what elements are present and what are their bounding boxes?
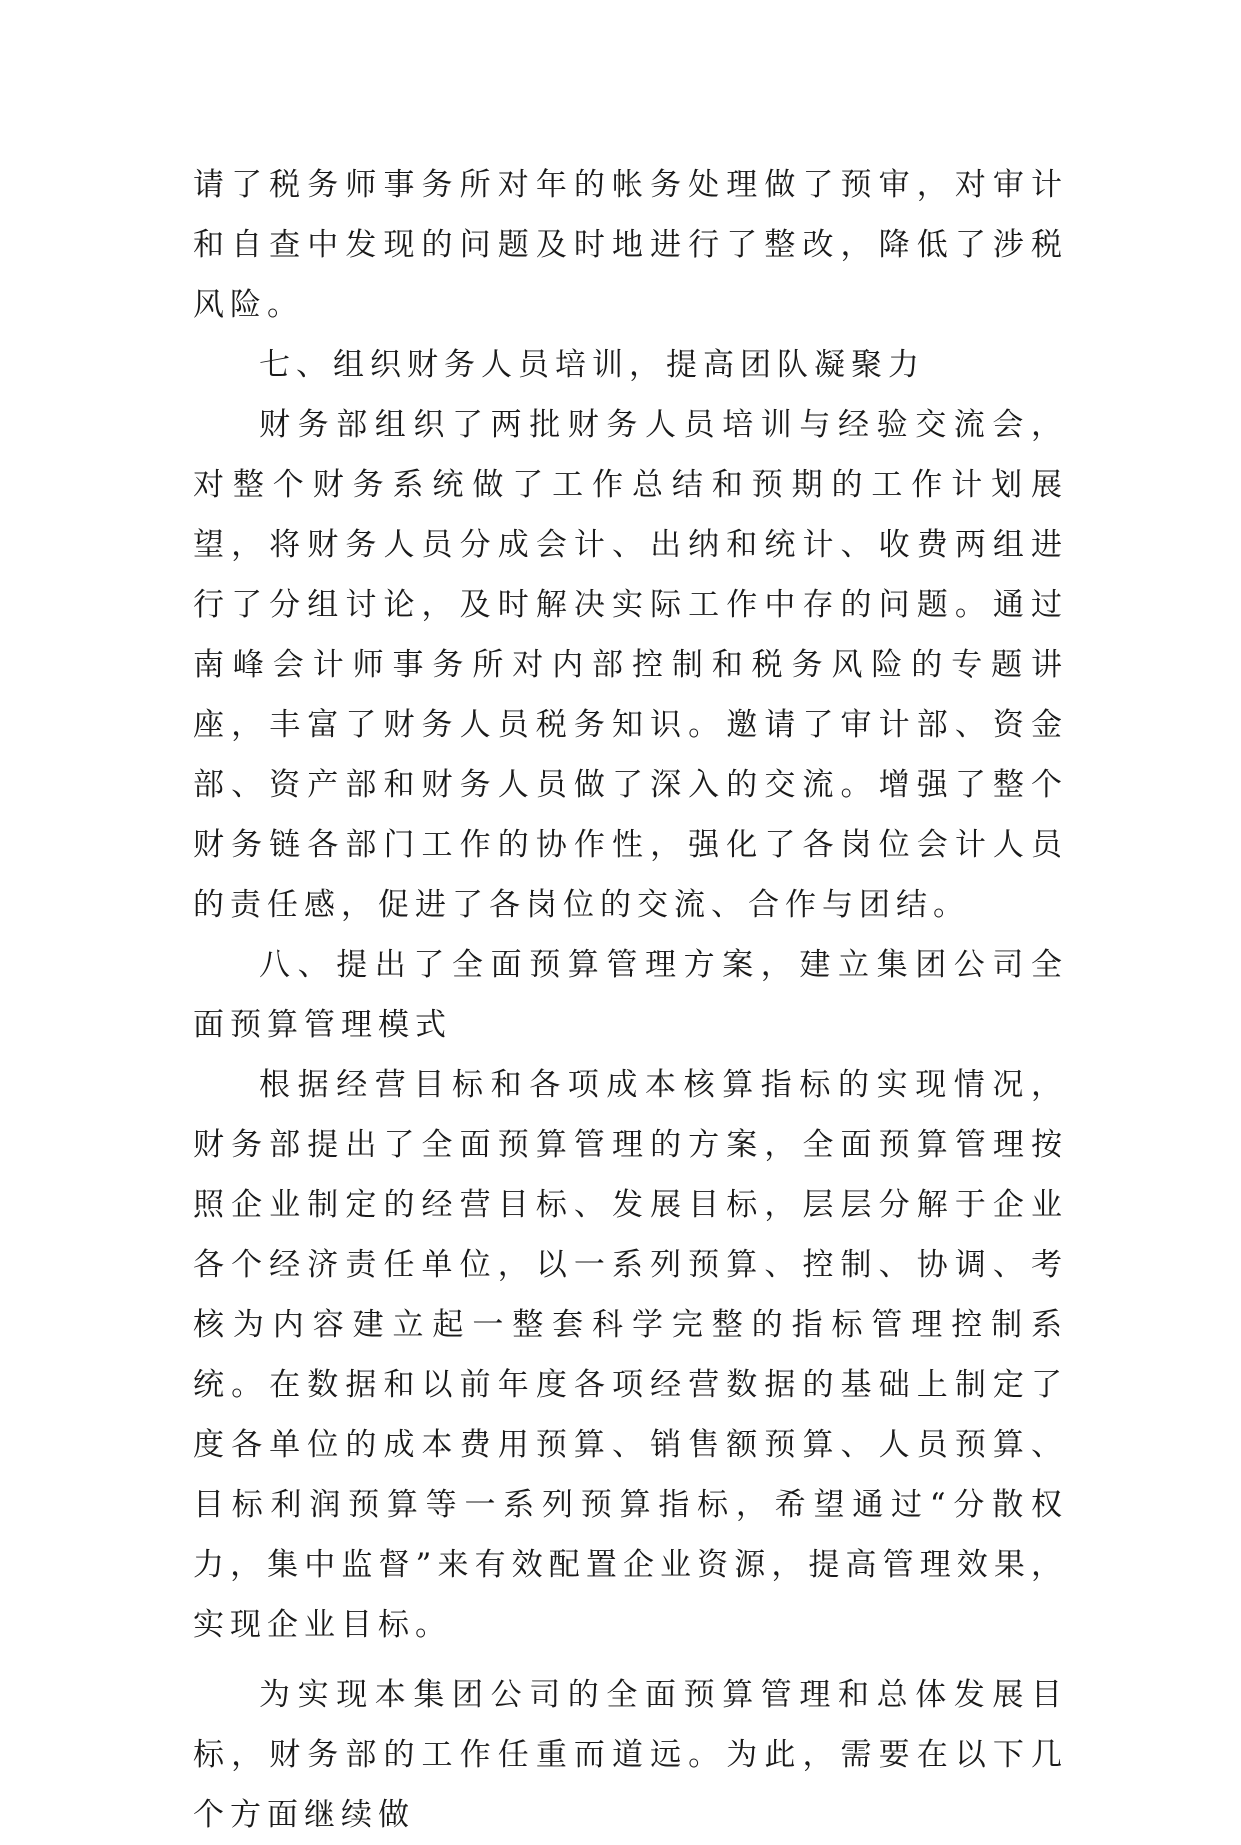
document-body xyxy=(193,155,1068,1845)
section-heading-eight: 八、提出了全面预算管理方案，建立集团公司全面预算管理模式 xyxy=(193,947,1068,1043)
paragraph-budget: 根据经营目标和各项成本核算指标的实现情况，财务部提出了全面预算管理的方案，全面预算管理按照企业制定的经营目标、发展目标，层层分解于企业各个经济责任单位，以一系列预算、控制、协调、考核为内容建立起一整套科学完整的指标管理控制系统。在数据和以前年度各项经营数据的基础上制定了度各单位的成本费用预算、销售额预算、人员预算、目标利润预算等一系列预算指标，希望通过“分散权力，集中监督”来有效配置企业资源，提高管理效果，实现企业目标。 xyxy=(193,1067,1068,1643)
section-heading-seven: 七、组织财务人员培训，提高团队凝聚力 xyxy=(259,347,925,383)
paragraph-training: 财务部组织了两批财务人员培训与经验交流会，对整个财务系统做了工作总结和预期的工作计划展望，将财务人员分成会计、出纳和统计、收费两组进行了分组讨论，及时解决实际工作中存的问题。通过南峰会计师事务所对内部控制和税务风险的专题讲座，丰富了财务人员税务知识。邀请了审计部、资金部、资产部和财务人员做了深入的交流。增强了整个财务链各部门工作的协作性，强化了各岗位会计人员的责任感，促进了各岗位的交流、合作与团结。 xyxy=(193,407,1068,923)
paragraph-goals: 为实现本集团公司的全面预算管理和总体发展目标，财务部的工作任重而道远。为此，需要在以下几个方面继续做 xyxy=(193,1677,1068,1833)
paragraph-continued: 请了税务师事务所对年的帐务处理做了预审，对审计和自查中发现的问题及时地进行了整改，降低了涉税风险。 xyxy=(193,167,1068,323)
